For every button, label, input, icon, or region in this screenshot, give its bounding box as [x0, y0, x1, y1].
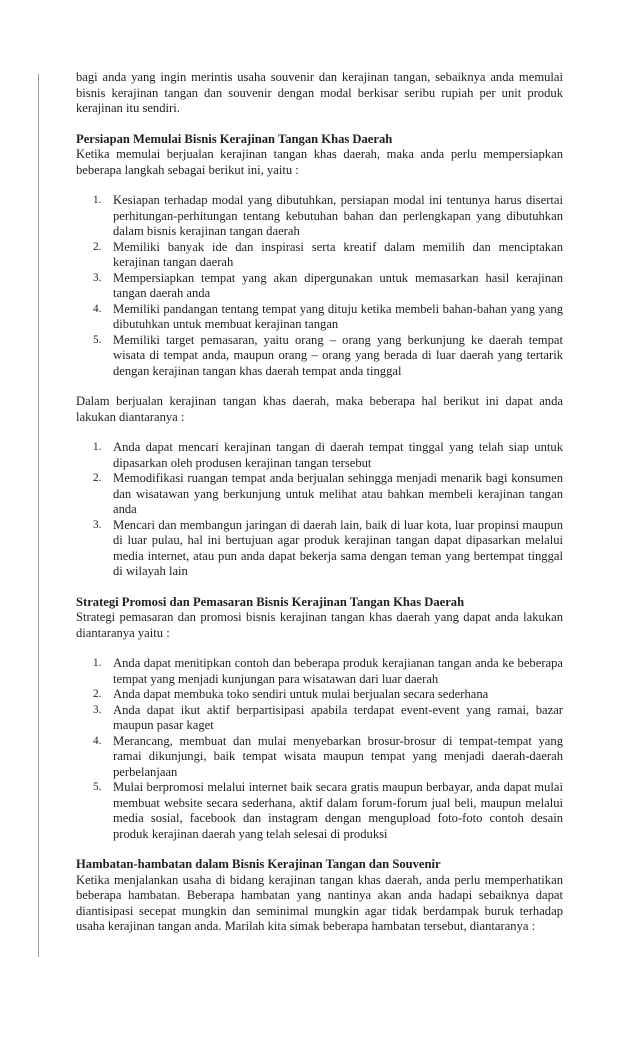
list-item	[76, 271, 563, 302]
list-item-text: Anda dapat mencari kerajinan tangan di daerah tempat tinggal yang telah siap untuk dipasarkan oleh produsen kerajinan tangan tersebut	[113, 440, 563, 470]
list-number: 2.	[93, 472, 102, 484]
list-item-text: Memodifikasi ruangan tempat anda berjualan sehingga menjadi menarik bagi konsumen dan wisatawan yang berkunjung untuk melihat atau bahkan membeli kerajinan tangan anda	[113, 471, 563, 516]
list-item	[76, 734, 563, 781]
list-number: 4.	[93, 734, 102, 747]
list-item-text: Anda dapat membuka toko sendiri untuk mulai berjualan secara sederhana	[113, 687, 489, 701]
list-item-text: Merancang, membuat dan mulai menyebarkan brosur-brosur di tempat-tempat yang ramai dikunjungi, baik tempat wisata maupun tempat yang menjadi daerah-daerah perbelanjaan	[113, 733, 563, 779]
intro-paragraph: bagi anda yang ingin merintis usaha souvenir dan kerajinan tangan, sebaiknya anda memulai bisnis kerajinan tangan dan souvenir dengan modal berkisar seribu rupiah per unit produk kerajinan itu sendiri.	[76, 70, 563, 115]
list-item-text: Mulai berpromosi melalui internet baik secara gratis maupun berbayar, anda dapat mulai membuat website secara sederhana, aktif dalam forum-forum jual beli, maupun melalui media sosial, facebook dan instagram dengan mengupload foto-foto contoh desain produk kerajinan daerah yang telah selesai di produksi	[113, 780, 563, 841]
numbered-list	[76, 656, 563, 842]
section-paragraph: Ketika menjalankan usaha di bidang kerajinan tangan khas daerah, anda perlu memperhatikan beberapa hambatan. Beberapa hambatan yang nantinya akan anda hadapi sebaiknya dapat diantisipasi secepat mungkin dan seminimal mungkin agar tidak berdampak buruk terhadap usaha kerajinan tangan anda. Marilah kita simak beberapa hambatan tersebut, diantaranya :	[76, 872, 563, 933]
list-item	[76, 240, 563, 271]
list-item	[76, 302, 563, 333]
section-heading-persiapan: Persiapan Memulai Bisnis Kerajinan Tangan Khas Daerah	[76, 131, 393, 146]
list-number: 5.	[93, 781, 102, 793]
list-number: 2.	[93, 240, 102, 253]
margin-rule	[38, 74, 39, 957]
list-item-text: Memiliki target pemasaran, yaitu orang – orang yang berkunjung ke daerah tempat wisata di tempat anda, maupun orang – orang yang berada di luar daerah yang tertarik dengan kerajinan tangan khas daerah tempat anda tinggal	[113, 332, 563, 378]
list-item	[76, 703, 563, 734]
list-number: 1.	[93, 441, 102, 453]
list-item-text: Memiliki pandangan tentang tempat yang dituju ketika membeli bahan-bahan yang yang dibutuhkan untuk membuat kerajinan tangan	[113, 301, 563, 331]
list-number: 3.	[93, 518, 102, 531]
list-item-text: Mencari dan membangun jaringan di daerah lain, baik di luar kota, luar propinsi maupun di luar pulau, hal ini bertujuan agar produk kerajinan tangan dapat dipasarkan melalui media internet, atau pun anda dapat bekerja sama dengan teman yang bertempat tinggal di wilayah lain	[113, 517, 563, 578]
section-paragraph: Dalam berjualan kerajinan tangan khas daerah, maka beberapa hal berikut ini dapat anda lakukan diantaranya :	[76, 394, 563, 424]
list-number: 1.	[93, 657, 102, 669]
list-number: 2.	[93, 688, 102, 700]
section-paragraph: Strategi pemasaran dan promosi bisnis kerajinan tangan khas daerah yang dapat anda lakukan diantaranya yaitu :	[76, 610, 563, 640]
section-heading-strategi: Strategi Promosi dan Pemasaran Bisnis Kerajinan Tangan Khas Daerah	[76, 594, 465, 609]
list-item-text: Kesiapan terhadap modal yang dibutuhkan, persiapan modal ini tentunya harus disertai perhitungan-perhitungan tentang kebutuhan bahan dan perlengkapan yang dibutuhkan dalam bisnis kerajinan tangan daerah	[113, 193, 563, 238]
list-number: 4.	[93, 302, 102, 315]
list-item-text: Mempersiapkan tempat yang akan dipergunakan untuk memasarkan hasil kerajinan tangan daerah anda	[113, 270, 563, 300]
list-item	[76, 440, 563, 471]
list-item-text: Memiliki banyak ide dan inspirasi serta kreatif dalam memilih dan menciptakan kerajinan tangan daerah	[113, 239, 563, 269]
numbered-list	[76, 193, 563, 379]
list-number: 5.	[93, 333, 102, 346]
list-number: 1.	[93, 194, 102, 206]
list-item	[76, 780, 563, 842]
list-item	[76, 471, 563, 518]
list-item	[76, 333, 563, 380]
list-number: 3.	[93, 703, 102, 716]
list-item-text: Anda dapat ikut aktif berpartisipasi apabila terdapat event-event yang ramai, bazar maupun pasar kaget	[113, 702, 563, 732]
numbered-list	[76, 440, 563, 580]
list-item-text: Anda dapat menitipkan contoh dan beberapa produk kerajianan tangan anda ke beberapa tempat yang menjadi kunjungan para wisatawan dari luar daerah	[113, 656, 563, 686]
list-item	[76, 687, 563, 703]
list-item	[76, 656, 563, 687]
list-item	[76, 193, 563, 240]
document-body	[76, 70, 563, 935]
section-heading-hambatan: Hambatan-hambatan dalam Bisnis Kerajinan Tangan dan Souvenir	[76, 857, 441, 871]
section-paragraph: Ketika memulai berjualan kerajinan tangan khas daerah, maka anda perlu mempersiapkan beberapa langkah sebagai berikut ini, yaitu :	[76, 147, 563, 177]
list-item	[76, 518, 563, 580]
list-number: 3.	[93, 271, 102, 284]
